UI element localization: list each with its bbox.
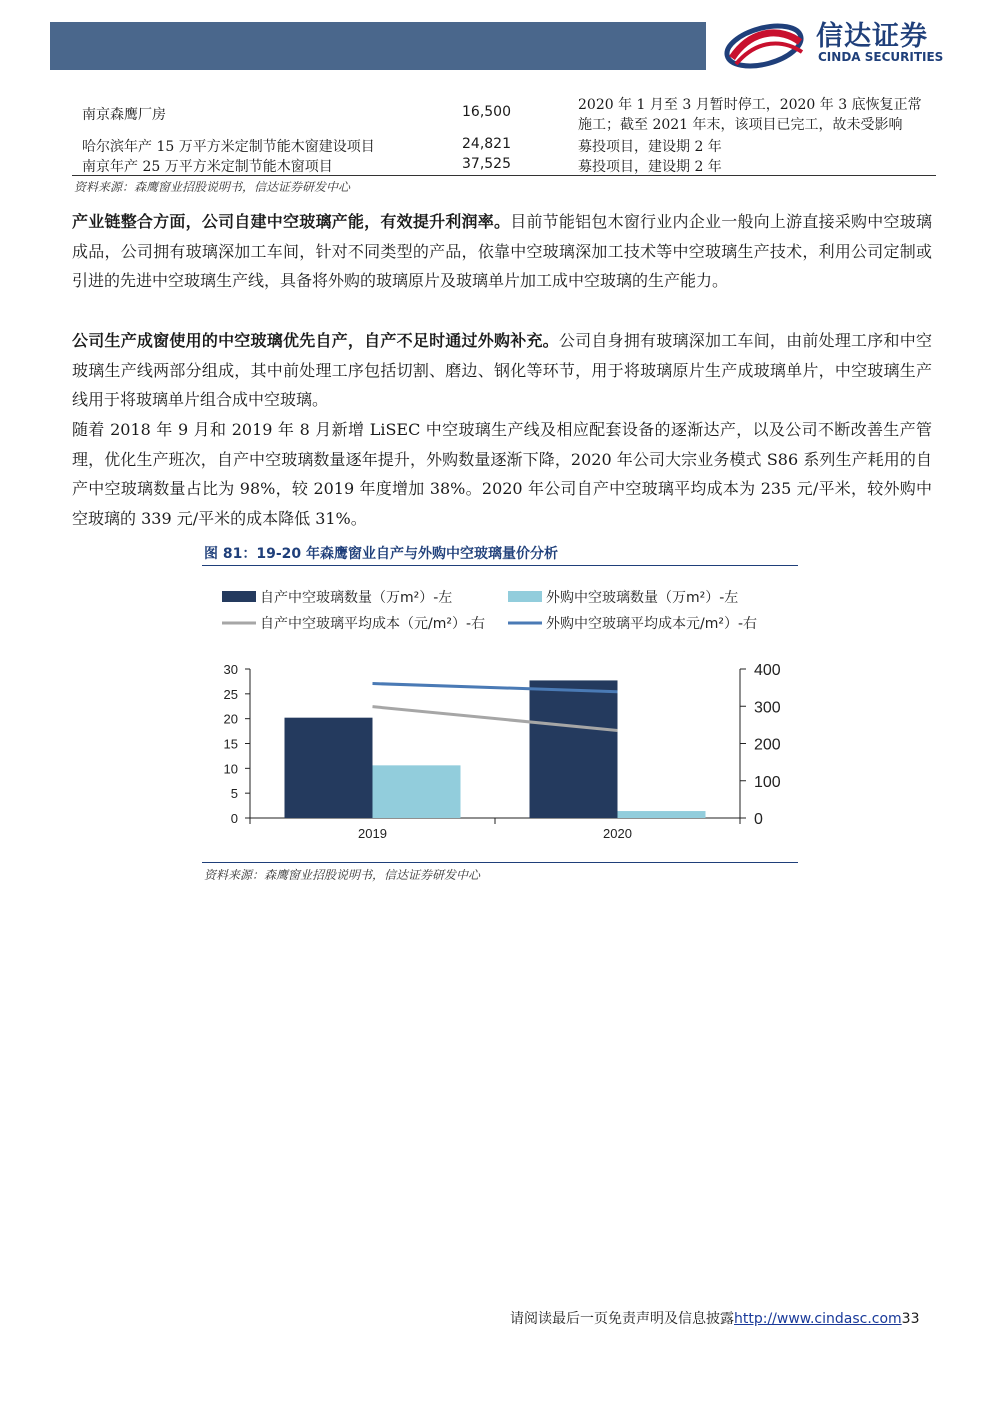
table-cell-name: 南京森鹰厂房 xyxy=(82,107,166,123)
left-tick-label: 0 xyxy=(230,811,238,826)
table-cell-name: 哈尔滨年产 15 万平方米定制节能木窗建设项目 xyxy=(82,139,375,155)
paragraph-body: 公司自身拥有玻璃深加工车间，由前处理工序和中空玻璃生产线两部分组成，其中前处理工序包括切割、磨边、钢化等环节，用于将玻璃原片生产成玻璃单片，中空玻璃生产线用于将玻璃单片组合成中空玻璃。 xyxy=(72,331,932,409)
x-tick-label: 2020 xyxy=(603,826,632,841)
x-tick-label: 2019 xyxy=(358,826,387,841)
bar-self-produced xyxy=(530,680,618,818)
paragraph-body: 目前节能铝包木窗行业内企业一般向上游直接采购中空玻璃成品，公司拥有玻璃深加工车间，针对不同类型的产品，依靠中空玻璃深加工技术等中空玻璃生产技术，利用公司定制或引进的先进中空玻璃生产线，具备将外购的玻璃原片及玻璃单片加工成中空玻璃的生产能力。 xyxy=(72,212,932,290)
left-tick-label: 10 xyxy=(223,761,238,777)
left-tick-label: 30 xyxy=(223,662,238,677)
footer-link[interactable]: http://www.cindasc.com xyxy=(734,1311,902,1327)
legend-swatch xyxy=(508,591,542,602)
legend-swatch xyxy=(222,591,256,602)
footer xyxy=(510,1308,920,1328)
table-cell-note: 募投项目，建设期 2 年 xyxy=(578,159,722,175)
table-cell-value: 16,500 xyxy=(462,104,511,120)
bar-purchased xyxy=(618,811,706,818)
table-cell-value: 24,821 xyxy=(462,136,511,152)
logo-english: CINDA SECURITIES xyxy=(818,50,944,64)
legend-label: 自产中空玻璃平均成本（元/m²）-右 xyxy=(260,616,486,632)
left-tick-label: 5 xyxy=(230,786,238,802)
left-tick-label: 25 xyxy=(223,686,238,702)
legend-label: 外购中空玻璃平均成本元/m²）-右 xyxy=(546,616,758,632)
table-cell-name: 南京年产 25 万平方米定制节能木窗项目 xyxy=(82,159,333,175)
table-cell-note: 2020 年 1 月至 3 月暂时停工，2020 年 3 底恢复正常 xyxy=(578,97,922,113)
right-tick-label: 300 xyxy=(754,699,781,717)
table-source: 资料来源：森鹰窗业招股说明书，信达证券研发中心 xyxy=(74,180,351,194)
bar-self-produced xyxy=(285,718,373,818)
right-tick-label: 400 xyxy=(754,662,781,679)
paragraph-body: 随着 2018 年 9 月和 2019 年 8 月新增 LiSEC 中空玻璃生产线及相应配套设备的逐渐达产，以及公司不断改善生产管理，优化生产班次，自产中空玻璃数量逐年提升，外购数量逐渐下降，2020 年公司大宗业务模式 S86 系列生产耗用的自产中空玻璃数量占比为 98%，较 2019 年度增加 38%。2020 年公司自产中空玻璃平均成本为 235 元/平米，较外购中空玻璃的 339 元/平米的成本降低 31%。 xyxy=(72,420,932,528)
table-cell-note: 募投项目，建设期 2 年 xyxy=(578,139,722,155)
logo-chinese: 信达证券 xyxy=(816,21,928,52)
left-tick-label: 20 xyxy=(223,711,238,727)
figure-bottom-rule xyxy=(202,862,798,863)
bar-purchased xyxy=(373,765,461,818)
table-cell-note: 施工；截至 2021 年末，该项目已完工，故未受影响 xyxy=(578,117,903,133)
left-tick-label: 15 xyxy=(223,736,238,752)
legend-label: 自产中空玻璃数量（万m²）-左 xyxy=(260,590,453,606)
right-tick-label: 200 xyxy=(754,736,781,754)
page-number: 33 xyxy=(901,1311,920,1327)
figure-title: 图 81：19-20 年森鹰窗业自产与外购中空玻璃量价分析 xyxy=(204,546,559,562)
right-tick-label: 100 xyxy=(754,773,781,791)
right-tick-label: 0 xyxy=(754,811,763,828)
footer-disclaimer: 请阅读最后一页免责声明及信息披露 xyxy=(510,1311,734,1327)
legend-label: 外购中空玻璃数量（万m²）-左 xyxy=(546,590,739,606)
paragraph-lead: 公司生产成窗使用的中空玻璃优先自产，自产不足时通过外购补充。 xyxy=(72,331,559,350)
figure-source: 资料来源：森鹰窗业招股说明书，信达证券研发中心 xyxy=(204,868,481,882)
table-cell-value: 37,525 xyxy=(462,156,511,172)
paragraph-lead: 产业链整合方面，公司自建中空玻璃产能，有效提升利润率。 xyxy=(72,212,511,231)
